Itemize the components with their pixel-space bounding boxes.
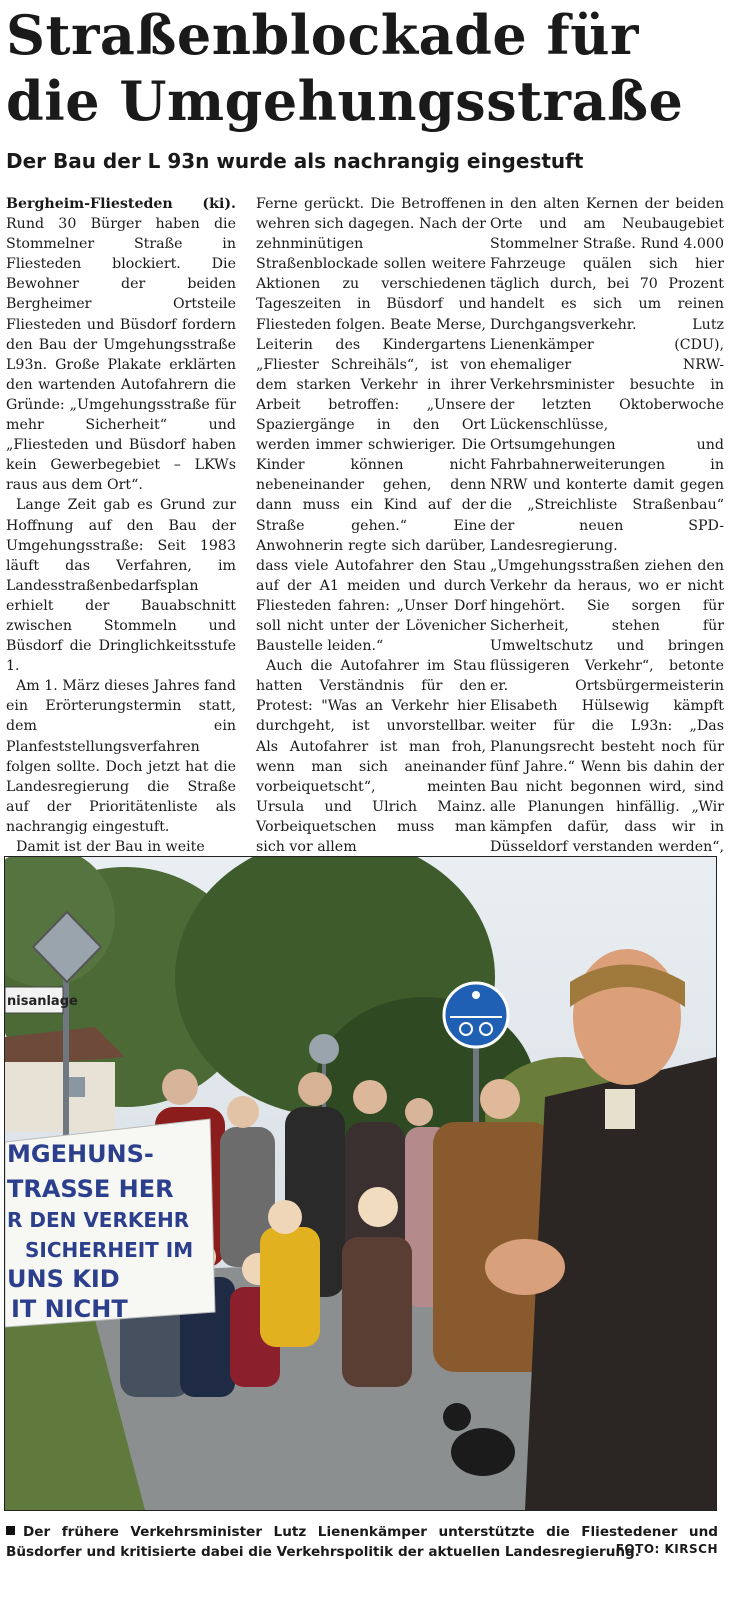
headline — [6, 2, 746, 134]
dateline: Bergheim-Fliesteden (ki). — [6, 196, 236, 212]
photo-credit: FOTO: KIRSCH — [615, 1542, 718, 1556]
paragraph-text: Rund 30 Bürger haben die Stommelner Straße in Fliesteden blockiert. Die Bewohner der beiden Bergheimer Ortsteile Fliesteden und Büsdorf fordern den Bau der Umgehungsstraße L93n. Große Plakate erklärten den wartenden Autofahrern die Gründe: „Umgehungsstraße für mehr Sicherheit“ und „Fliesteden und Büsdorf haben kein Gewerbegebiet – LKWs raus aus dem Ort“. — [6, 216, 236, 494]
paragraph: Am 1. März dieses Jahres fand ein Erörterungstermin statt, dem ein Planfeststellungsverfahren folgen sollte. Doch jetzt hat die Landesregierung die Straße auf der Prioritätenliste als nachrangig eingestuft. — [6, 678, 236, 835]
photo-illustration — [5, 857, 716, 1510]
banner-line: TRASSE HER — [7, 1175, 174, 1203]
paragraph: in den alten Kernen der beiden Orte und am Neubaugebiet Stommelner Straße. Rund 4.000 Fahrzeuge quälen sich hier täglich durch, bei 70 Prozent handelt es sich um reinen Durchgangsverkehr. Lutz Lienenkämper (CDU), ehemaliger NRW-Verkehrsminister besuchte in der letzten Oktoberwoche Lückenschlüsse, Ortsumgehungen und Fahrbahnerweiterungen in NRW und konterte damit gegen die „Streichliste Straßenbau“ der neuen SPD-Landesregierung. „Umgehungsstraßen ziehen den Verkehr da heraus, wo er nicht hingehört. Sie sorgen für Sicherheit, stehen für Umweltschutz und bringen flüssigeren Verkehr“, betonte er. Ortsbürgermeisterin Elisabeth Hülsewig kämpft weiter für die L93n: „Das Planungsrecht besteht noch für fünf Jahre.“ Wenn bis dahin der Bau nicht begonnen wird, sind alle Planungen hinfällig. „Wir kämpfen dafür, dass wir in Düsseldorf verstanden werden“, — [490, 196, 724, 855]
article-column-1 — [6, 194, 236, 857]
article-column-3 — [490, 194, 724, 877]
sign-text: nisanlage — [7, 994, 78, 1009]
caption-text: Der frühere Verkehrsminister Lutz Lienenkämper unterstützte die Fliestedener und Büsdorfer und kritisierte dabei die Verkehrspolitik der aktuellen Landesregierung. — [6, 1524, 718, 1560]
headline-line-2: die Umgehungsstraße — [6, 69, 684, 133]
paragraph: Auch die Autofahrer im Stau hatten Verständnis für den Protest: "Was an Verkehr hier durchgeht, ist unvorstellbar. Als Autofahrer ist man froh, wenn man sich aneinander vorbeiquetscht“, meinten Ursula und Ulrich Mainz. Vorbeiquetschen muss man sich vor allem — [256, 658, 486, 855]
banner-line: UNS KID — [7, 1265, 120, 1293]
headline-line-1: Straßenblockade für — [6, 3, 639, 67]
paragraph — [6, 194, 236, 495]
paragraph: Lange Zeit gab es Grund zur Hoffnung auf den Bau der Umgehungsstraße: Seit 1983 läuft das Verfahren, im Landesstraßenbedarfsplan erhielt der Bauabschnitt zwischen Stommeln und Büsdorf die Dringlichkeitsstufe 1. — [6, 497, 236, 675]
paragraph: Ferne gerückt. Die Betroffenen wehren sich dagegen. Nach der zehnminütigen Straßenblockade sollen weitere Aktionen zu verschiedenen Tageszeiten in Büsdorf und Fliesteden folgen. Beate Merse, Leiterin des Kindergartens „Fliester Schreihäls“, ist von dem starken Verkehr in ihrer Arbeit betroffen: „Unsere Spaziergänge in den Ort werden immer schwieriger. Die Kinder können nicht nebeneinander gehen, denn dann muss ein Kind auf der Straße gehen.“ Eine Anwohnerin regte sich darüber, dass viele Autofahrer den Stau auf der A1 meiden und durch Fliesteden fahren: „Unser Dorf soll nicht unter der Lövenicher Baustelle leiden.“ — [256, 196, 486, 655]
article-column-2 — [256, 194, 486, 857]
banner-line: SICHERHEIT IM — [25, 1238, 194, 1262]
news-photo — [4, 856, 717, 1511]
protest-banner — [5, 1119, 215, 1327]
photo-caption — [6, 1522, 718, 1562]
banner-line: MGEHUNS- — [7, 1140, 154, 1168]
subheadline: Der Bau der L 93n wurde als nachrangig eingestuft — [6, 149, 584, 173]
paragraph: Damit ist der Bau in weite — [16, 839, 205, 855]
banner-line: R DEN VERKEHR — [7, 1208, 190, 1232]
caption-bullet — [6, 1526, 15, 1535]
banner-line: IT NICHT — [11, 1295, 128, 1323]
